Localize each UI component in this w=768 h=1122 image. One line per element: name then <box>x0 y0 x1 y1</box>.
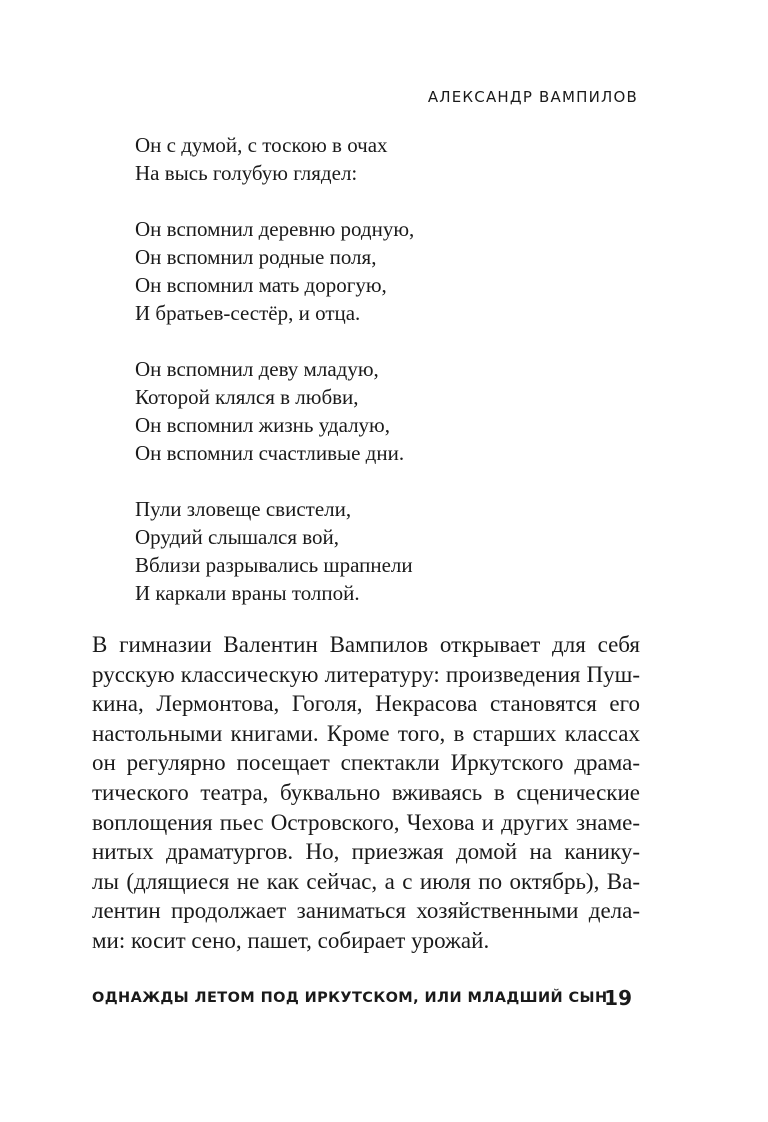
running-head-author: АЛЕКСАНДР ВАМПИЛОВ <box>427 88 638 106</box>
poem-line: Пули зловеще свистели, <box>135 497 352 521</box>
poem-stanza <box>135 131 414 187</box>
poem-line: Вблизи разрывались шрапнели <box>135 553 413 577</box>
poem-line: И каркали враны толпой. <box>135 581 360 605</box>
poem-stanza <box>135 355 414 467</box>
poem-stanza <box>135 215 414 327</box>
poem-stanza <box>135 495 414 607</box>
prose-line: ми: косит сено, пашет, собирает урожай. <box>92 927 490 953</box>
prose-line: В гимназии Валентин Вампилов открывает для себя <box>92 632 640 657</box>
poem-line: Он вспомнил мать дорогую, <box>135 273 387 297</box>
prose-line: настольными книгами. Кроме того, в старших классах <box>92 720 640 746</box>
poem-line: Орудий слышался вой, <box>135 525 340 549</box>
poem-line: Он вспомнил счастливые дни. <box>135 441 405 465</box>
prose-line: он регулярно посещает спектакли Иркутского драма- <box>92 750 640 776</box>
prose-line: тического театра, буквально вживаясь в сценические <box>92 779 640 805</box>
poem-line: Он вспомнил родные поля, <box>135 245 377 269</box>
poem-line: Которой клялся в любви, <box>135 385 359 409</box>
prose-line: лентин продолжает заниматься хозяйственными дела- <box>92 898 640 924</box>
prose-paragraph <box>92 630 640 956</box>
prose-line: русскую классическую литературу: произведения Пуш- <box>92 661 640 687</box>
prose-line: лы (длящиеся не как сейчас, а с июля по октябрь), Ва- <box>92 868 640 894</box>
prose-line: кина, Лермонтова, Гоголя, Некрасова становятся его <box>92 691 640 717</box>
poem-line: На высь голубую глядел: <box>135 161 358 185</box>
poem-line: Он вспомнил деву младую, <box>135 357 379 381</box>
poem-line: Он с думой, с тоскою в очах <box>135 133 388 157</box>
poem-line: Он вспомнил деревню родную, <box>135 217 415 241</box>
poem-line: Он вспомнил жизнь удалую, <box>135 413 390 437</box>
prose-line: нитых драматургов. Но, приезжая домой на канику- <box>92 839 640 865</box>
poem <box>135 131 414 607</box>
prose-line: воплощения пьес Островского, Чехова и других знаме- <box>92 809 640 835</box>
footer-book-title: ОДНАЖДЫ ЛЕТОМ ПОД ИРКУТСКОМ, ИЛИ МЛАДШИЙ СЫН <box>92 990 608 1006</box>
page-number: 19 <box>604 986 632 1010</box>
poem-line: И братьев-сестёр, и отца. <box>135 301 361 325</box>
